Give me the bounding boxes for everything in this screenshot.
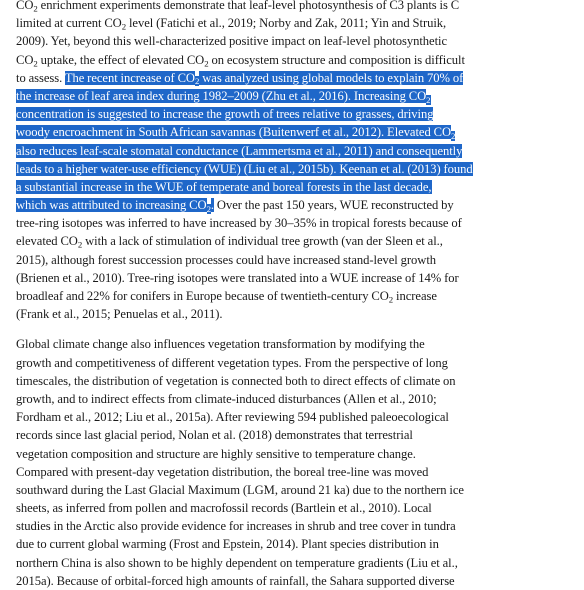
text-line <box>16 251 478 269</box>
text-line <box>16 463 478 481</box>
text-line <box>16 269 478 287</box>
subscript-text: 2 <box>121 21 127 32</box>
selected-text-run[interactable]: 2 <box>451 130 456 141</box>
text-line <box>16 499 478 517</box>
text-run: tree-ring isotopes was inferred to have increased by 30–35% in tropical forests because of <box>16 216 462 231</box>
text-run: sheets, as inferred from pollen and macrofossil records (Bartlein et al., 2010). Local <box>16 501 432 516</box>
text-line <box>16 408 478 426</box>
text-run: enrichment experiments demonstrate that leaf-level photosynthesis of C3 plants is C <box>37 0 460 12</box>
selected-text-run[interactable]: was analyzed using global models to explain 70% of <box>199 70 464 85</box>
text-run: increase <box>393 289 437 303</box>
text-run: northern China is also shown to be highly dependent on temperature gradients (Liu et al., <box>16 555 458 570</box>
text-run: Global climate change also influences vegetation transformation by modifying the <box>16 337 425 352</box>
selected-text-run[interactable]: . <box>210 198 215 213</box>
selected-text-run[interactable]: 2 <box>194 76 200 87</box>
text-run: broadleaf and 22% for conifers in Europe because of twentieth-century CO <box>16 289 389 303</box>
text-line <box>16 69 478 87</box>
text-line <box>16 178 478 196</box>
text-line <box>16 160 478 178</box>
subscript-text: 2 <box>33 3 38 14</box>
text-line <box>16 51 478 69</box>
selected-text-run[interactable]: also reduces leaf-scale stomatal conductance (Lammertsma et al., 2011) and consequently <box>16 143 463 158</box>
text-line <box>16 517 478 535</box>
text-line <box>16 123 478 141</box>
subscript-text: 2 <box>77 240 83 251</box>
text-line <box>16 445 478 463</box>
selected-text-run[interactable]: 2 <box>426 94 431 105</box>
text-run: on ecosystem structure and composition is difficult <box>208 52 465 67</box>
text-run: with a lack of stimulation of individual tree growth (van der Sleen et al., <box>82 234 443 249</box>
selected-text-run[interactable]: concentration is suggested to increase the growth of trees relative to grasses, driving <box>16 107 434 122</box>
body-paragraph <box>16 335 478 590</box>
text-run: southward during the Last Glacial Maximum (LGM, around 21 ka) due to the northern ice <box>16 482 464 497</box>
selected-text-run[interactable]: leads to a higher water-use efficiency (WUE) (Liu et al., 2015b). Keenan et al. (2013) found <box>16 161 473 176</box>
text-run: limited at current CO <box>16 16 122 31</box>
selected-text-run[interactable]: a substantial increase in the WUE of temperate and boreal forests in the last decade, <box>16 179 432 194</box>
subscript-text: 2 <box>388 294 394 305</box>
text-run: Over the past 150 years, WUE reconstructed by <box>214 198 454 213</box>
text-line <box>16 14 478 32</box>
selected-text-run[interactable]: which was attributed to increasing CO <box>16 198 207 213</box>
selected-text-run[interactable]: The recent increase of CO <box>64 70 195 85</box>
text-line <box>16 0 478 14</box>
text-line <box>16 232 478 250</box>
body-paragraph <box>16 0 478 323</box>
text-line <box>16 426 478 444</box>
text-run: level (Fatichi et al., 2019; Norby and Zak, 2011; Yin and Struik, <box>126 16 447 31</box>
text-run: 2015), although forest succession processes could have increased stand-level growth <box>16 252 437 267</box>
text-run: vegetation composition and structure are highly sensitive to temperature change. <box>16 446 416 461</box>
text-line <box>16 142 478 160</box>
text-run: due to current global warming (Frost and Epstein, 2014). Plant species distribution in <box>16 537 439 552</box>
text-run: growth and competitiveness of different vegetation types. From the perspective of long <box>16 355 448 370</box>
text-run: 2009). Yet, beyond this well-characterized positive impact on leaf-level photosynthetic <box>16 34 448 49</box>
text-line <box>16 305 478 323</box>
text-line <box>16 287 478 305</box>
text-run: 2015a). Because of orbital-forced high amounts of rainfall, the Sahara supported diverse <box>16 573 455 588</box>
text-line <box>16 87 478 105</box>
subscript-text: 2 <box>33 58 38 69</box>
text-run: studies in the Arctic also provide evidence for increases in shrub and tree cover in tundra <box>16 519 456 534</box>
selected-text-run[interactable]: the increase of leaf area index during 1982–2009 (Zhu et al., 2016). Increasing CO <box>16 88 427 103</box>
text-run: (Frank et al., 2015; Penuelas et al., 2011). <box>16 307 223 322</box>
text-run: elevated CO <box>16 234 78 249</box>
subscript-text: 2 <box>204 58 209 69</box>
text-run: (Brienen et al., 2010). Tree-ring isotopes were translated into a WUE increase of 14% for <box>16 270 459 285</box>
text-line <box>16 535 478 553</box>
text-line <box>16 354 478 372</box>
text-line <box>16 554 478 572</box>
text-line <box>16 196 478 214</box>
text-run: to assess. <box>16 70 65 85</box>
text-run: CO <box>16 0 34 12</box>
text-run: records since last glacial period, Nolan et al. (2018) demonstrates that terrestrial <box>16 428 413 443</box>
text-run: timescales, the distribution of vegetation is connected both to direct effects of climate on <box>16 373 456 388</box>
text-line <box>16 390 478 408</box>
selected-text-run[interactable]: 2 <box>206 203 211 214</box>
text-line <box>16 481 478 499</box>
text-run: uptake, the effect of elevated CO <box>37 52 205 67</box>
text-line <box>16 105 478 123</box>
text-run: CO <box>16 52 34 67</box>
text-run: Compared with present-day vegetation distribution, the boreal tree-line was moved <box>16 464 429 479</box>
selected-text-run[interactable]: woody encroachment in South African savannas (Buitenwerf et al., 2012). Elevated CO <box>16 125 452 140</box>
text-line <box>16 372 478 390</box>
text-line <box>16 214 478 232</box>
text-run: growth, and to indirect effects from climate-induced disturbances (Allen et al., 2010; <box>16 391 437 406</box>
text-line <box>16 335 478 353</box>
text-run: Fordham et al., 2012; Liu et al., 2015a). After reviewing 594 published paleoecological <box>16 410 449 425</box>
document-page <box>16 0 478 590</box>
text-line <box>16 32 478 50</box>
article-body <box>16 0 478 590</box>
